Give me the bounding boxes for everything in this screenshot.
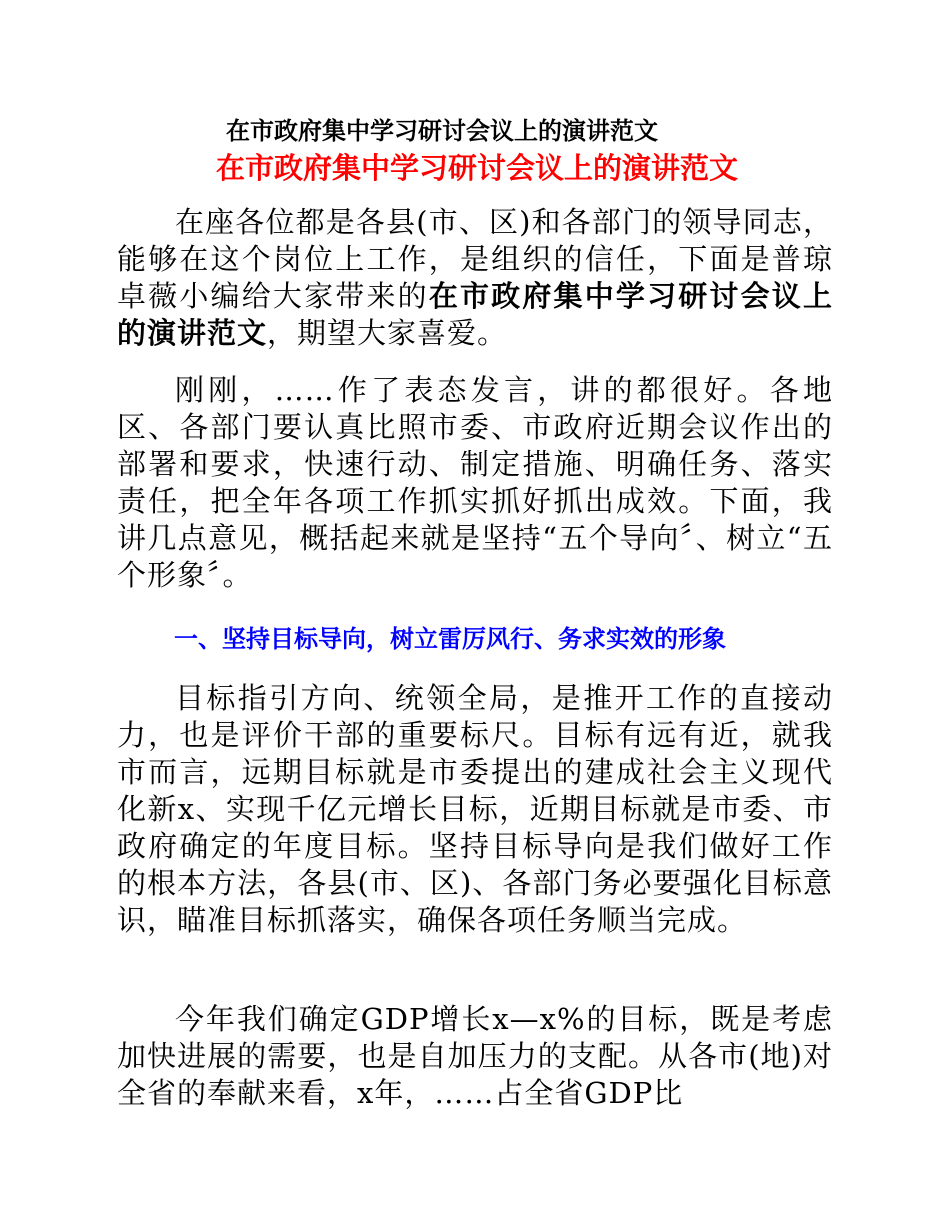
intro-text-before: 在座各位都是各县(市、区)和各部门的领导同志，能够在这个岗位上工作，是组织的信任，下面是普琼卓薇小编给大家带来的 — [117, 205, 833, 313]
intro-text-bold-title: 在市政府集中学习研讨会议上的演讲范文 — [117, 279, 833, 350]
document-header-title: 在市政府集中学习研讨会议上的演讲范文 — [226, 116, 658, 145]
section-heading-goal-orientation: 一、坚持目标导向，树立雷厉风行、务求实效的形象 — [174, 625, 726, 653]
intro-text-after: ，期望大家喜爱。 — [267, 316, 508, 350]
paragraph-opening-remarks: 刚刚，……作了表态发言，讲的都很好。各地区、各部门要认真比照市委、市政府近期会议作出的部署和要求，快速行动、制定措施、明确任务、落实责任，把全年各项工作抓实抓好抓出成效。下面，我讲几点意见，概括起来就是坚持“五个导向〞、树立“五个形象〞。 — [117, 373, 833, 592]
document-main-title: 在市政府集中学习研讨会议上的演讲范文 — [216, 151, 739, 185]
paragraph-gdp-target: 今年我们确定GDP增长x—x%的目标，既是考虑加快进展的需要，也是自加压力的支配。从各市(地)对全省的奉献来看，x年，……占全省GDP比 — [117, 1002, 833, 1110]
paragraph-goal-direction: 目标指引方向、统领全局，是推开工作的直接动力，也是评价干部的重要标尺。目标有远有近，就我市而言，远期目标就是市委提出的建成社会主义现代化新x、实现千亿元增长目标，近期目标就是市委、市政府确定的年度目标。坚持目标导向是我们做好工作的根本方法，各县(市、区)、各部门务必要强化目标意识，瞄准目标抓落实，确保各项任务顺当完成。 — [117, 681, 833, 937]
intro-paragraph — [117, 204, 833, 352]
